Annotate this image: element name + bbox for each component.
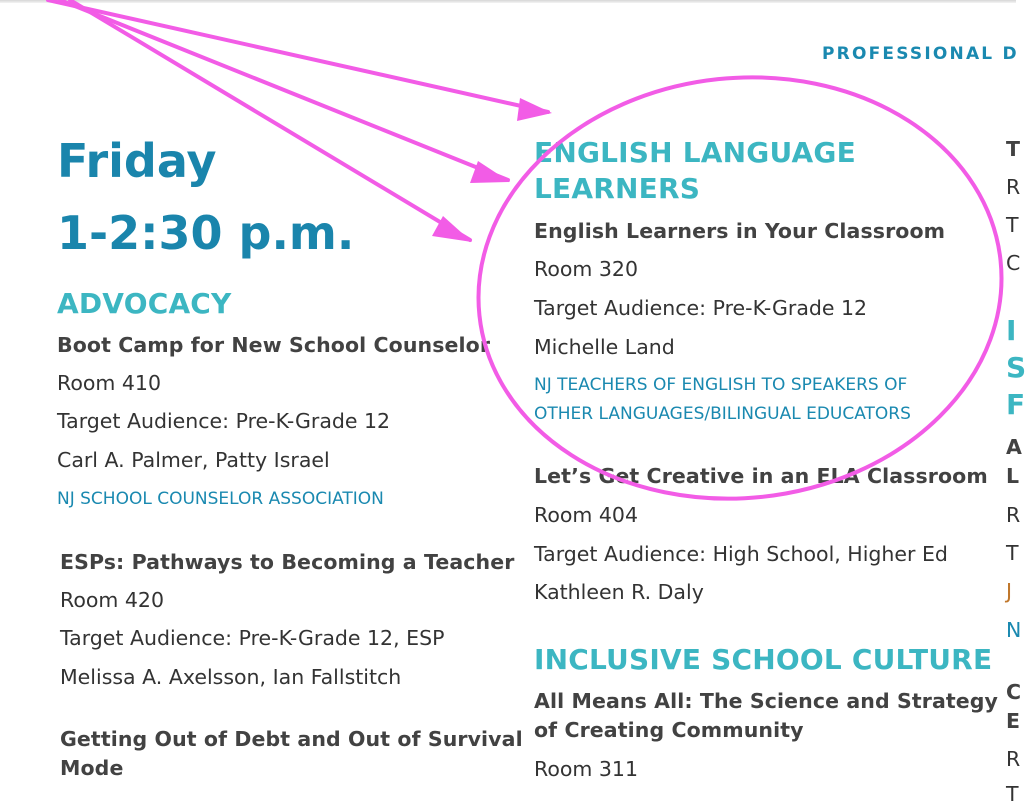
clipped-text: R (1006, 747, 1021, 771)
session-room: Room 420 (60, 588, 165, 612)
clipped-text: F (1006, 388, 1026, 421)
session-org: OTHER LANGUAGES/BILINGUAL EDUCATORS (534, 404, 911, 424)
session-title: Let’s Get Creative in an ELA Classroom (534, 464, 988, 488)
category-english-language-learners: ENGLISH LANGUAGE (534, 136, 856, 169)
session-presenters: Michelle Land (534, 335, 675, 359)
session-title: Mode (60, 756, 124, 780)
session-title: of Creating Community (534, 718, 804, 742)
session-presenters: Melissa A. Axelsson, Ian Fallstitch (60, 665, 402, 689)
clipped-text: T (1006, 137, 1020, 161)
clipped-text: T (1006, 213, 1019, 237)
schedule-day: Friday (57, 134, 217, 188)
clipped-text: R (1006, 175, 1021, 199)
session-title: All Means All: The Science and Strategy (534, 689, 999, 713)
annotation-circle (457, 52, 1022, 524)
session-presenters: Kathleen R. Daly (534, 580, 704, 604)
session-title: English Learners in Your Classroom (534, 219, 946, 243)
session-audience: Target Audience: Pre-K-Grade 12 (57, 409, 391, 433)
session-audience: Target Audience: High School, Higher Ed (534, 542, 948, 566)
clipped-text: S (1006, 351, 1026, 384)
annotation-arrowhead (432, 216, 472, 242)
clipped-text: N (1006, 618, 1022, 642)
clipped-text: R (1006, 503, 1021, 527)
clipped-text: T (1006, 541, 1019, 565)
clipped-text: L (1006, 464, 1020, 488)
session-presenters: Carl A. Palmer, Patty Israel (57, 448, 330, 472)
annotation-arrow (70, 0, 470, 240)
top-edge (0, 0, 1016, 3)
session-room: Room 410 (57, 371, 162, 395)
clipped-text: I (1006, 314, 1017, 347)
page-header: PROFESSIONAL D (822, 44, 1019, 64)
session-title: Boot Camp for New School Counselor (57, 333, 491, 357)
session-room: Room 320 (534, 257, 639, 281)
annotation-arrowhead (470, 161, 510, 183)
clipped-text: A (1006, 435, 1022, 459)
category-english-language-learners: LEARNERS (534, 172, 701, 205)
clipped-text: C (1006, 251, 1021, 275)
session-title: ESPs: Pathways to Becoming a Teacher (60, 550, 515, 574)
session-org: NJ SCHOOL COUNSELOR ASSOCIATION (57, 489, 384, 509)
session-audience: Target Audience: Pre-K-Grade 12, ESP (60, 626, 445, 650)
annotation-arrowhead (517, 98, 552, 121)
session-org: NJ TEACHERS OF ENGLISH TO SPEAKERS OF (534, 375, 908, 395)
session-room: Room 311 (534, 757, 639, 781)
clipped-text: E (1006, 709, 1021, 733)
session-title: Getting Out of Debt and Out of Survival (60, 727, 523, 751)
clipped-text: T (1006, 782, 1019, 806)
category-inclusive-school-culture: INCLUSIVE SCHOOL CULTURE (534, 643, 993, 676)
schedule-time: 1-2:30 p.m. (57, 206, 355, 260)
clipped-text: J (1006, 579, 1013, 603)
clipped-text: C (1006, 680, 1022, 704)
category-advocacy: ADVOCACY (57, 287, 232, 320)
annotation-arrow (48, 0, 548, 112)
session-audience: Target Audience: Pre-K-Grade 12 (534, 296, 868, 320)
session-room: Room 404 (534, 503, 639, 527)
